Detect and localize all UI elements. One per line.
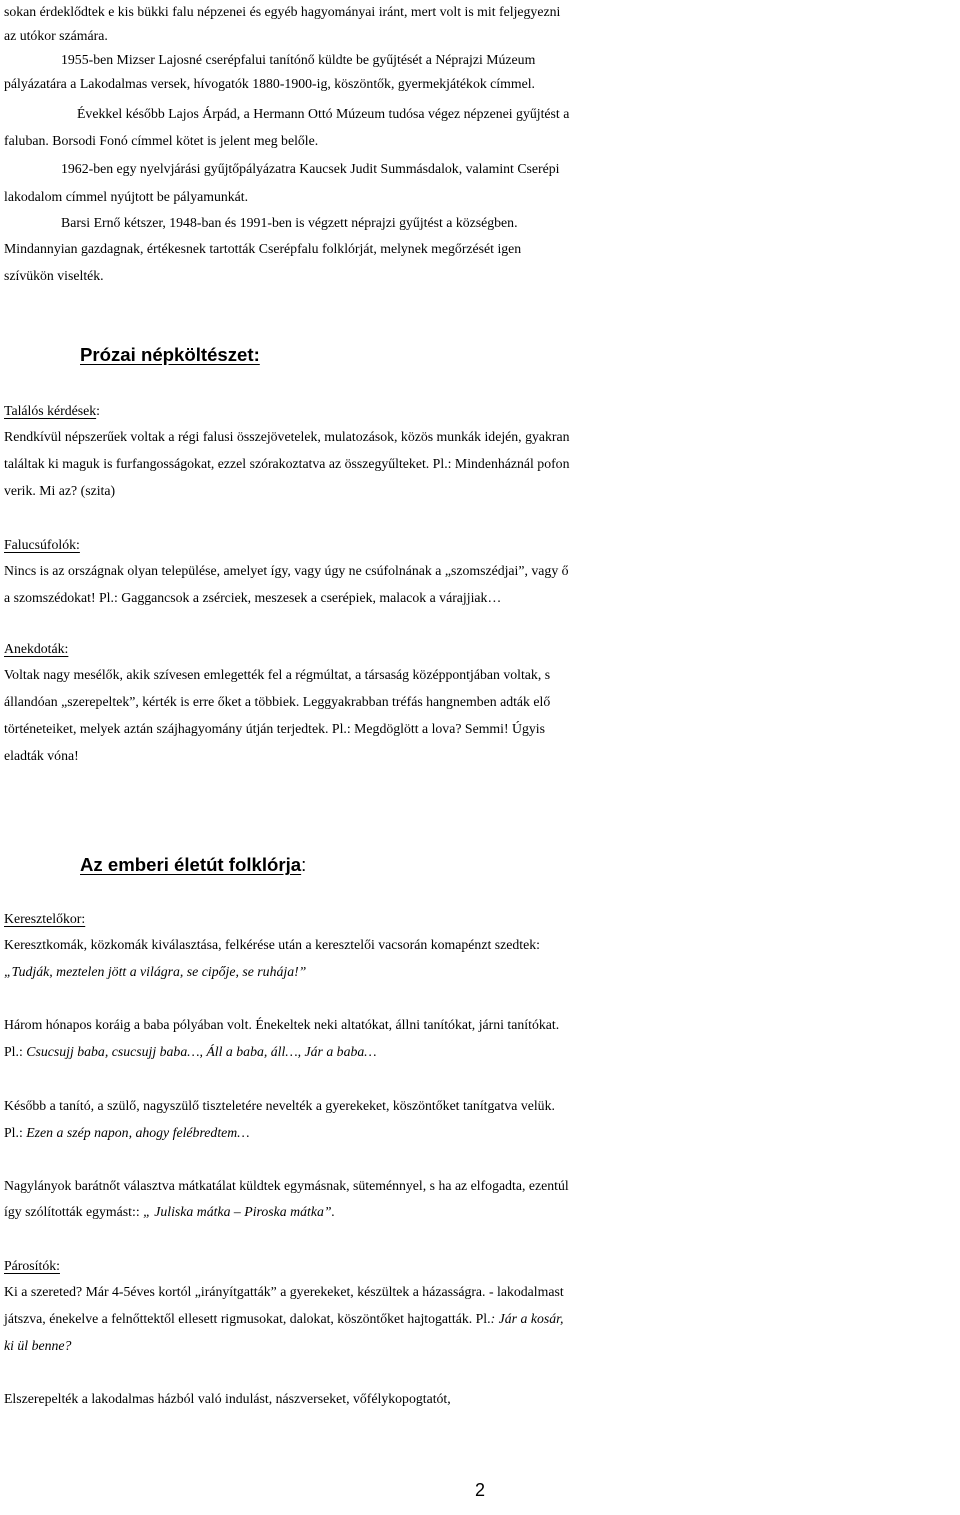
para1-line: Barsi Ernő kétszer, 1948-ban és 1991-ben is végzett néprajzi gyűjtést a községben. [61,215,518,230]
subheading-anekdotak: Anekdoták: [4,641,69,656]
heading-colon: : [301,854,307,875]
page-number: 2 [474,1480,485,1500]
anekdotak-line: állandóan „szerepeltek”, kérték is erre őket a többiek. Leggyakrabban tréfás hangnemben adták elő [4,694,551,709]
kesobb-line [4,1121,958,1145]
subheading-parositok: Párosítók: [4,1258,60,1273]
parositok-line: Ki a szereted? Már 4-5éves kortól „irányítgatták” a gyerekeket, készültek a házasságra. - lakodalmast [4,1284,564,1299]
para1-line: Évekkel később Lajos Árpád, a Hermann Ottó Múzeum tudósa végez népzenei gyűjtést a [77,106,570,121]
para1-line: Mindannyian gazdagnak, értékesnek tartották Cserépfalu folklórját, melynek megőrzését igen [4,241,522,256]
anekdotak-line: történeteiket, melyek aztán szájhagyomány útján terjedtek. Pl.: Megdöglött a lova? Semmi! Úgyis [4,721,545,736]
nagylanyok-line: Nagylányok barátnőt választva mátkatálat küldtek egymásnak, süteménnyel, s ha az elfogadta, ezentúl [4,1178,569,1193]
pl-prefix: Pl.: [4,1044,27,1059]
kereszt-quote: „Tudják, meztelen jött a világra, se cipője, se ruhája!” [4,964,307,979]
subheading-talalos [4,399,958,423]
section-heading-eletut [80,853,306,877]
para1-line: faluban. Borsodi Fonó címmel kötet is jelent meg belőle. [4,133,319,148]
harom-line: Három hónapos koráig a baba pólyában volt. Énekeltek neki altatókat, állni tanítókat, járni tanítókat. [4,1017,560,1032]
para1-line: sokan érdeklődtek e kis bükki falu népzenei és egyéb hagyományai iránt, mert volt is mit feljegyezni [4,4,561,19]
para1-line: pályázatára a Lakodalmas versek, hívogatók 1880-1900-ig, köszöntők, gyermekjátékok címmel. [4,76,536,91]
subheading-colon: : [96,403,100,418]
nagylanyok-line [4,1200,958,1224]
para1-line: szívükön viselték. [4,268,104,283]
talalos-line: Rendkívül népszerűek voltak a régi falusi összejövetelek, mulatozások, közös munkák idején, gyakran [4,429,570,444]
nagylanyok-prefix: így szólították egymást:: [4,1204,144,1219]
parositok-prefix: játszva, énekelve a felnőttektől ellesett rigmusokat, dalokat, köszöntőket hajtogatták. Pl. [4,1311,491,1326]
pl-prefix: Pl.: [4,1125,27,1140]
kesobb-line: Később a tanító, a szülő, nagyszülő tiszteletére nevelték a gyerekeket, köszöntőket tanítgatva velük. [4,1098,555,1113]
harom-quote: Csucsujj baba, csucsujj baba…, Áll a baba, áll…, Jár a baba… [26,1044,377,1059]
kereszt-line: Keresztkomák, közkomák kiválasztása, felkérése után a keresztelői vacsorán komapénzt szedtek: [4,937,540,952]
nagylanyok-quote: „ Juliska mátka – Piroska mátka”. [143,1204,335,1219]
harom-line [4,1040,958,1064]
para1-line: 1962-ben egy nyelvjárási gyűjtőpályázatra Kaucsek Judit Summásdalok, valamint Cserépi [61,161,560,176]
anekdotak-line: eladták vóna! [4,748,79,763]
subheading-kereszt: Keresztelőkor: [4,911,86,926]
parositok-quote: : Jár a kosár, [490,1311,564,1326]
section-heading-prozai: Prózai népköltészet: [80,344,260,365]
kesobb-quote: Ezen a szép napon, ahogy felébredtem… [26,1125,250,1140]
section-heading-eletut-title: Az emberi életút folklórja [80,854,302,875]
falucsufolok-line: Nincs is az országnak olyan települése, amelyet így, vagy úgy ne csúfolnának a „szomszédjai”, vagy ő [4,563,569,578]
para1-line: az utókor számára. [4,28,108,43]
parositok-quote-line: ki ül benne? [4,1338,72,1353]
subheading-talalos-title: Találós kérdések [4,403,97,418]
falucsufolok-line: a szomszédokat! Pl.: Gaggancsok a zsérciek, meszesek a cserépiek, malacok a várajjiak… [4,590,502,605]
talalos-line: verik. Mi az? (szita) [4,483,116,498]
parositok-line [4,1307,958,1331]
subheading-falucsufolok: Falucsúfolók: [4,537,80,552]
para1-line: lakodalom címmel nyújtott be pályamunkát. [4,189,249,204]
para1-line: 1955-ben Mizser Lajosné cserépfalui tanítónő küldte be gyűjtését a Néprajzi Múzeum [61,52,536,67]
talalos-line: találtak ki maguk is furfangosságokat, ezzel szórakoztatva az összegyűlteket. Pl.: Mindenháznál pofon [4,456,570,471]
elszerep-line: Elszerepelték a lakodalmas házból való indulást, nászverseket, vőfélykopogtatót, [4,1391,451,1406]
anekdotak-line: Voltak nagy mesélők, akik szívesen emlegették fel a régmúltat, a társaság középpontjában voltak, s [4,667,551,682]
